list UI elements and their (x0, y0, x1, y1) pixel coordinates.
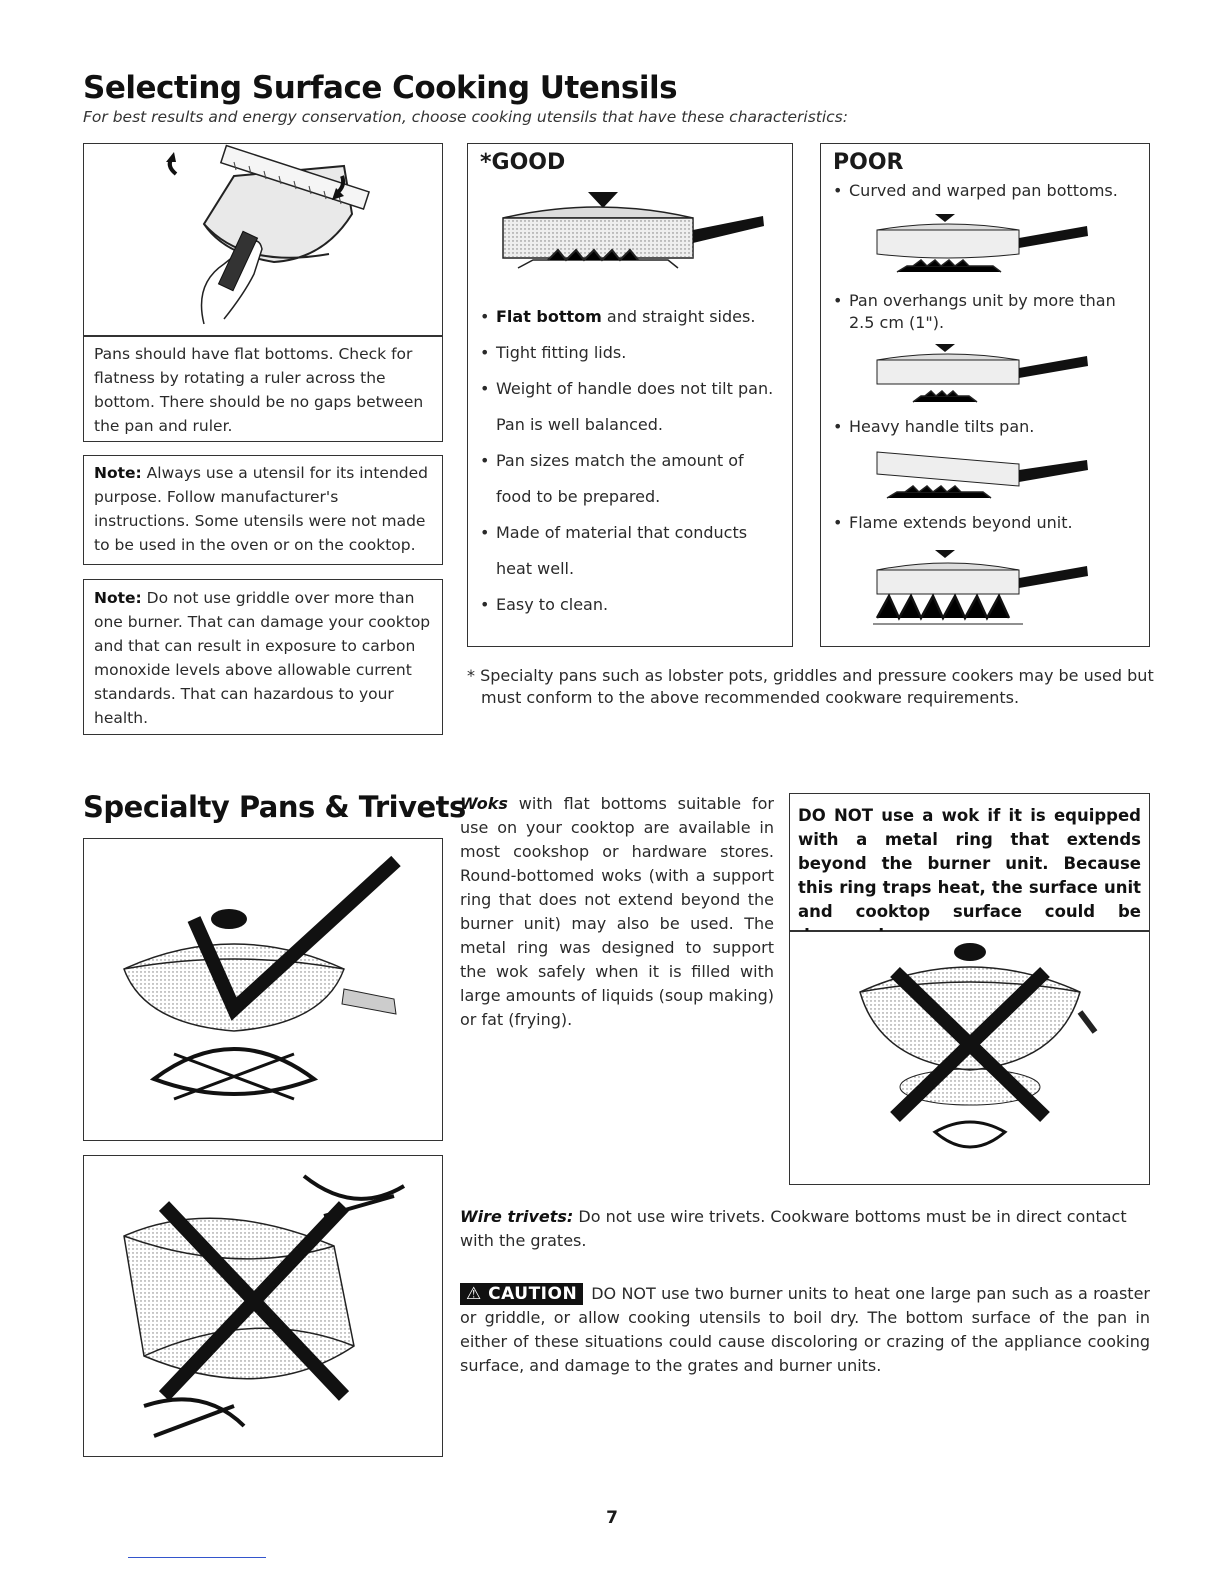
page-title: Selecting Surface Cooking Utensils (83, 70, 678, 106)
wok-ring-cross-illustration (790, 932, 1149, 1184)
utensil-note: Note: Always use a utensil for its intended purpose. Follow manufacturer's instructions. Some utensils were not made to be used in the oven or on the cooktop. (83, 455, 443, 565)
tilted-pan-illustration (873, 444, 1103, 504)
caution-label: ⚠ CAUTION (460, 1283, 583, 1305)
good-pan-illustration (488, 188, 778, 288)
woks-paragraph: Woks with flat bottoms suitable for use on your cooktop are available in most cookshop or hardware stores. Round-bottomed woks (with a support ring that does not extend beyond the burner unit) may also be used. The metal ring was designed to support the wok safely when it is filled with large amounts of liquids (soup making) or fat (frying). (460, 794, 774, 1029)
poor-heading: POOR (833, 150, 904, 175)
wok-ring-x-box (789, 931, 1150, 1185)
good-item: • Weight of handle does not tilt pan. Pan is well balanced. (478, 371, 778, 443)
griddle-note: Note: Do not use griddle over more than one burner. That can damage your cooktop and that can result in exposure to carbon monoxide levels above allowable current standards. That can hazardous to your health. (83, 579, 443, 735)
specialty-footnote: * Specialty pans such as lobster pots, griddles and pressure cookers may be used but must conform to the above recommended cookware requirements. (467, 666, 1154, 707)
section-title-specialty: Specialty Pans & Trivets (83, 790, 466, 824)
wok-ok-box (83, 838, 443, 1141)
page-number: 7 (606, 1508, 618, 1528)
flame-pan-illustration (873, 548, 1103, 628)
caution-paragraph: ⚠ CAUTION DO NOT use two burner units to heat one large pan such as a roaster or griddle, or allow cooking utensils to boil dry. The bottom surface of the pan in either of these situations could cause discoloring or crazing of the appliance cooking surface, and damage to the grates and burner units. (460, 1284, 1150, 1375)
roaster-x-box (83, 1155, 443, 1457)
wok-warning-box: DO NOT use a wok if it is equipped with a metal ring that extends beyond the burner unit. Because this ring traps heat, the surface unit and cooktop surface could be (789, 793, 1150, 931)
overhang-pan-illustration (873, 342, 1103, 412)
intro-text: For best results and energy conservation, choose cooking utensils that have these characteristics: (83, 108, 848, 126)
wire-trivets-paragraph: Wire trivets: Do not use wire trivets. Cookware bottoms must be in direct contact with the grates. (460, 1207, 1127, 1250)
poor-box (820, 143, 1150, 647)
footer-rule (128, 1557, 266, 1558)
good-item: • Flat bottom and straight sides. (478, 299, 778, 335)
poor-item-3: • Heavy handle tilts pan. (831, 416, 1143, 438)
good-item: • Pan sizes match the amount of food to be prepared. (478, 443, 778, 515)
poor-item-2: • Pan overhangs unit by more than 2.5 cm (1"). (831, 290, 1143, 334)
good-heading: *GOOD (480, 150, 566, 175)
poor-item-1: • Curved and warped pan bottoms. (831, 180, 1143, 202)
flatness-caption: Pans should have flat bottoms. Check for flatness by rotating a ruler across the bottom. There should be no gaps between the pan and ruler. (83, 336, 443, 442)
curved-pan-illustration (873, 212, 1103, 282)
good-item: • Easy to clean. (478, 587, 778, 623)
wok-checkmark-illustration (84, 839, 442, 1140)
ruler-illustration-box (83, 143, 443, 336)
ruler-check-illustration (84, 144, 442, 335)
good-box (467, 143, 793, 647)
good-list (478, 299, 778, 623)
roaster-cross-illustration (84, 1156, 442, 1456)
poor-item-4: • Flame extends beyond unit. (831, 512, 1143, 534)
good-item: • Tight fitting lids. (478, 335, 778, 371)
good-item: • Made of material that conducts heat well. (478, 515, 778, 587)
